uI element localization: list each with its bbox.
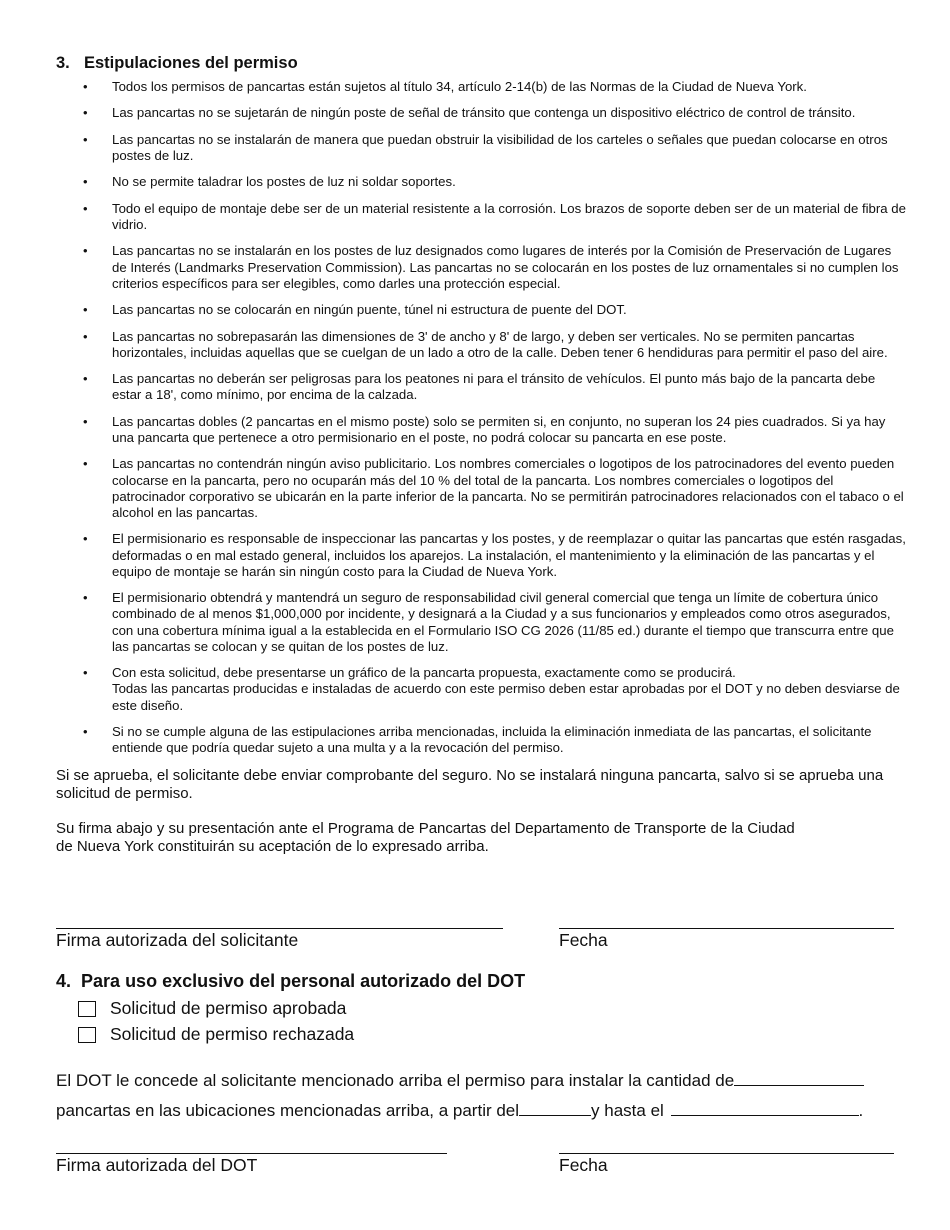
stipulation-item: • Las pancartas dobles (2 pancartas en el mismo poste) solo se permiten si, en conjunto, no superan los 24 pies cuadrados. Si ya hay una pancarta que pertenece a otro permisionario en el poste, no podrá colocar su pancarta en ese poste. <box>56 414 908 446</box>
applicant-signature-label: Firma autorizada del solicitante <box>56 930 299 950</box>
approved-checkbox[interactable] <box>78 1001 96 1017</box>
section-3-heading: Estipulaciones del permiso <box>84 54 298 72</box>
start-date-field[interactable] <box>519 1101 591 1116</box>
applicant-date-line[interactable] <box>559 928 894 929</box>
insurance-paragraph: Si se aprueba, el solicitante debe enviar comprobante del seguro. No se instalará ninguna pancarta, salvo si se aprueba una solicitud de permiso. <box>56 766 884 802</box>
rejected-checkbox[interactable] <box>78 1027 96 1043</box>
section-4-heading: Para uso exclusivo del personal autorizado del DOT <box>81 971 526 991</box>
stipulation-item: • Si no se cumple alguna de las estipulaciones arriba mencionadas, incluida la eliminación inmediata de las pancartas, el solicitante entiende que podría quedar sujeto a una multa y a la revocación del permiso. <box>56 724 908 756</box>
stipulation-item: • No se permite taladrar los postes de luz ni soldar soportes. <box>56 174 908 190</box>
section-4-number: 4. <box>56 971 72 991</box>
stipulation-item: • El permisionario obtendrá y mantendrá un seguro de responsabilidad civil general comercial que tenga un límite de cobertura único combinado de al menos $1,000,000 por incidente, y designará a la Ciudad y a sus funcionarios y empleados como otros asegurados, con una cobertura mínima igual a la establecida en el Formulario ISO CG 2026 (11/85 ed.) durante el tiempo que transcurra entre que las pancartas se colocan y se quitan de los postes de luz. <box>56 590 908 655</box>
signature-acceptance-paragraph <box>56 820 908 856</box>
section-4-title <box>56 971 525 992</box>
grant-text-2a: pancartas en las ubicaciones mencionadas arriba, a partir del <box>56 1101 520 1120</box>
stipulation-item: • Las pancartas no deberán ser peligrosas para los peatones ni para el tránsito de vehículos. El punto más bajo de la pancarta debe estar a 18', como mínimo, por encima de la calzada. <box>56 371 908 403</box>
stipulation-item: • Con esta solicitud, debe presentarse un gráfico de la pancarta propuesta, exactamente como se producirá. Todas las pancartas producidas e instaladas de acuerdo con este permiso deben estar aprobadas por el DOT y no deben desviarse de este diseño. <box>56 665 908 714</box>
applicant-signature-line[interactable] <box>56 928 503 929</box>
approved-option[interactable] <box>78 998 346 1019</box>
section-3 <box>56 54 908 856</box>
stipulation-item: • Las pancartas no se instalarán de manera que puedan obstruir la visibilidad de los carteles o señales que puedan colocarse en otros postes de luz. <box>56 132 908 164</box>
stipulation-item: • Las pancartas no se colocarán en ningún puente, túnel ni estructura de puente del DOT. <box>56 302 908 318</box>
grant-line-2 <box>56 1101 863 1121</box>
dot-date-line[interactable] <box>559 1153 894 1154</box>
rejected-label: Solicitud de permiso rechazada <box>110 1024 355 1044</box>
stipulations-list <box>56 79 908 756</box>
grant-end-period: . <box>858 1101 864 1120</box>
section-3-title <box>56 54 908 73</box>
stipulation-item: • Todo el equipo de montaje debe ser de un material resistente a la corrosión. Los brazos de soporte deben ser de un material de fibra de vidrio. <box>56 201 908 233</box>
rejected-option[interactable] <box>78 1024 354 1045</box>
acceptance-line-1: Su firma abajo y su presentación ante el Programa de Pancartas del Departamento de Transporte de la Ciudad <box>56 819 795 837</box>
stipulation-item: • Todos los permisos de pancartas están sujetos al título 34, artículo 2-14(b) de las Normas de la Ciudad de Nueva York. <box>56 79 908 95</box>
end-date-field[interactable] <box>671 1101 859 1116</box>
approved-label: Solicitud de permiso aprobada <box>110 998 347 1018</box>
dot-date-label: Fecha <box>559 1155 608 1175</box>
grant-text-1: El DOT le concede al solicitante mencionado arriba el permiso para instalar la cantidad de <box>56 1071 735 1090</box>
stipulation-item: • Las pancartas no sobrepasarán las dimensiones de 3' de ancho y 8' de largo, y deben ser verticales. No se permiten pancartas horizontales, incluidas aquellas que se cuelgan de un lado a otro de la calle. Deben tener 6 hendiduras para permitir el paso del aire. <box>56 329 908 361</box>
applicant-date-label: Fecha <box>559 930 608 950</box>
stipulation-item: • Las pancartas no contendrán ningún aviso publicitario. Los nombres comerciales o logotipos de los patrocinadores del evento pueden colocarse en la pancarta, pero no ocuparán más del 10 % del total de la pancarta. Los nombres comerciales o logotipos del patrocinador corporativo se ubicarán en la parte inferior de la pancarta. No se permitirán patrocinadores relacionados con el tabaco o el alcohol en las pancartas. <box>56 456 908 521</box>
stipulation-item: • Las pancartas no se instalarán en los postes de luz designados como lugares de interés por la Comisión de Preservación de Lugares de Interés (Landmarks Preservation Commission). Las pancartas no se colocarán en los postes de luz ornamentales si no cumplen los criterios específicos para ser elegibles, como darles una protección especial. <box>56 243 908 292</box>
grant-text-2b: y hasta el <box>591 1101 664 1120</box>
stipulation-item: • El permisionario es responsable de inspeccionar las pancartas y los postes, y de reemplazar o quitar las pancartas que estén rasgadas, deformadas o en mal estado general, incluidos los aparejos. La instalación, el mantenimiento y la eliminación de las pancartas y el equipo de montaje se harán sin ningún costo para la Ciudad de Nueva York. <box>56 531 908 580</box>
banner-quantity-field[interactable] <box>734 1071 864 1086</box>
acceptance-line-2: de Nueva York constituirán su aceptación de lo expresado arriba. <box>56 837 489 855</box>
section-3-number: 3. <box>56 54 70 72</box>
grant-line-1 <box>56 1071 864 1091</box>
stipulation-item: • Las pancartas no se sujetarán de ningún poste de señal de tránsito que contenga un dispositivo eléctrico de control de tránsito. <box>56 105 908 121</box>
dot-signature-line[interactable] <box>56 1153 447 1154</box>
dot-signature-label: Firma autorizada del DOT <box>56 1155 258 1175</box>
